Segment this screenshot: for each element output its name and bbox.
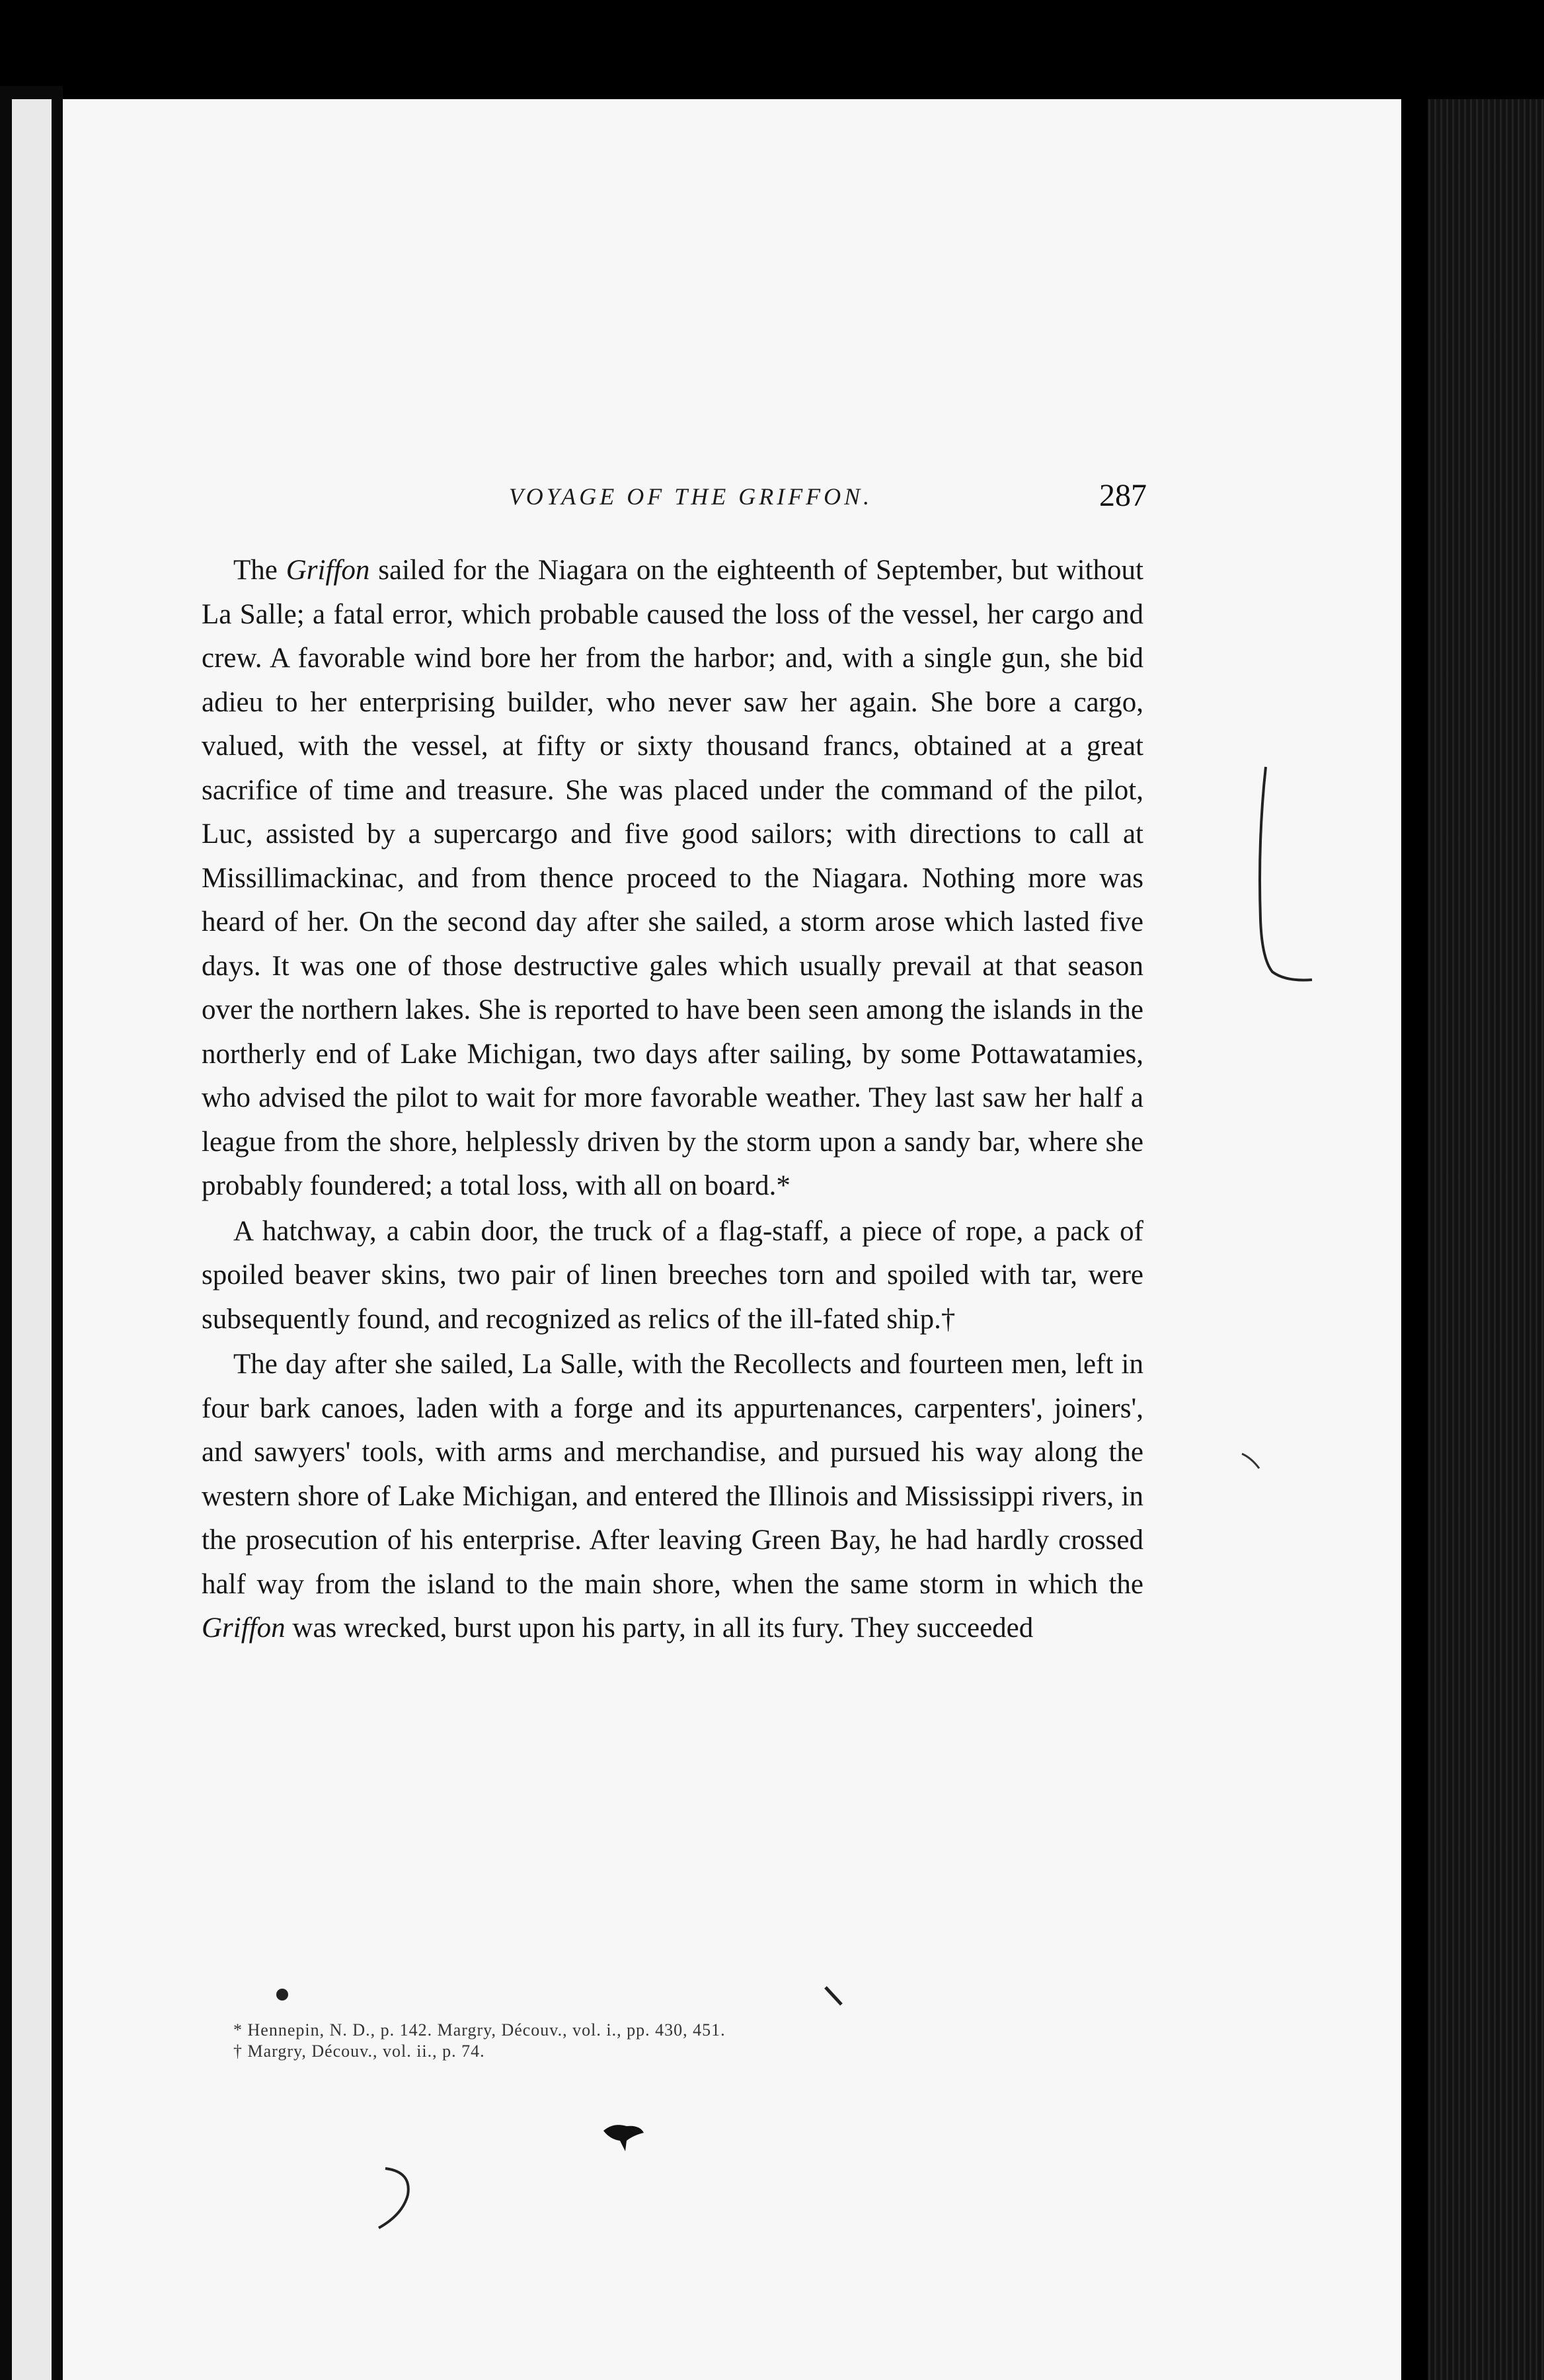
paragraph-2 [202,1210,1143,1342]
paragraph-3 [202,1343,1143,1651]
footnote-2: † Margry, Découv., vol. ii., p. 74. [233,2042,485,2061]
paragraph-3-text-b: was wrecked, burst upon his party, in all its fury. They succeeded [285,1612,1034,1644]
ship-name: Griffon [286,555,370,586]
stray-mark [822,1983,848,2010]
footnotes [233,2020,1026,2062]
page-number: 287 [1099,478,1147,513]
paragraph-1-text: sailed for the Niagara on the eighteenth of September, but without La Salle; a fatal error, which probable caused the loss of the vessel, her cargo and crew. A favorable wind bore her from the harbor; and, with a single gun, she bid adieu to her enterprising builder, who never saw her again. She bore a cargo, valued, with the vessel, at fifty or sixty thousand francs, obtained at a great sacrifice of time and treasure. She was placed under the command of the pilot, Luc, assisted by a supercargo and five good sailors; with directions to call at Missillimackinac, and from thence proceed to the Niagara. Nothing more was heard of her. On the second day after she sailed, a storm arose which lasted five days. It was one of those destructive gales which usually prevail at that season over the northern lakes. She is reported to have been seen among the islands in the northerly end of Lake Michigan, two days after sailing, by some Pottawatamies, who advised the pilot to wait for more favorable weather. They last saw her half a league from the shore, helplessly driven by the storm upon a sandy bar, where she probably foundered; a total loss, with all on board.* [202,555,1143,1201]
book-page [63,99,1401,2380]
paragraph-1 [202,549,1143,1209]
paragraph-3-text-a: The day after she sailed, La Salle, with the Recollects and fourteen men, left in four bark canoes, laden with a forge and its appurtenances, carpenters', joiners', and sawyers' tools, with arms and merchandise, and pursued his way along the western shore of Lake Michigan, and entered the Illinois and Mississippi rivers, in the prosecution of his enterprise. After leaving Green Bay, he had hardly crossed half way from the island to the main shore, when the same storm in which the [202,1349,1143,1600]
ink-blot [600,2121,646,2154]
page-header [63,478,1401,536]
fore-edge-shadow [1401,99,1428,2380]
paragraph-1-intro: The [233,555,286,586]
paragraph-2-text: A hatchway, a cabin door, the truck of a flag-staff, a piece of rope, a pack of spoiled beaver skins, two pair of linen breeches torn and spoiled with tar, were subsequently found, and recognized as relics of the ill-fated ship.† [202,1215,1143,1335]
book-fore-edge [1401,99,1544,2380]
ship-name: Griffon [202,1612,286,1644]
margin-bracket-mark [1253,760,1319,1012]
scan-top-border [0,0,1544,99]
body-text [202,549,1143,1651]
footnote-1: * Hennepin, N. D., p. 142. Margry, Découv., vol. i., pp. 430, 451. [233,2020,726,2040]
stray-mark [1239,1451,1266,1471]
pencil-stroke [366,2159,445,2238]
stray-dot [272,1985,292,2004]
facing-page-edge [12,99,52,2380]
running-head: VOYAGE OF THE GRIFFON. [508,483,873,510]
